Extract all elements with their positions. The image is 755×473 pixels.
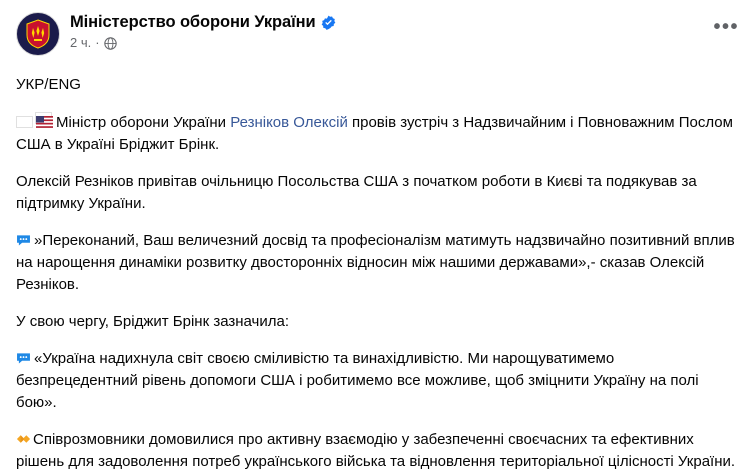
mention-link[interactable]: Резніков Олексій — [230, 114, 348, 131]
flag-ukraine-icon — [16, 116, 33, 128]
flags-ua-us-icon — [16, 114, 54, 131]
post-paragraph-quote-brink — [16, 348, 739, 414]
post-paragraph-brink-intro — [16, 311, 739, 333]
page-name-row — [70, 13, 336, 31]
avatar[interactable] — [16, 12, 60, 56]
post-paragraph-greeting — [16, 171, 739, 215]
speech-balloon-emoji-icon — [16, 231, 31, 243]
ministry-of-defence-emblem-icon — [25, 19, 51, 49]
post-meta — [70, 35, 336, 50]
greeting-text: Олексій Резніков привітав очільницю Посольства США з початком роботи в Києві та подякував за підтримку України. — [16, 173, 697, 212]
meta-separator: · — [95, 35, 100, 51]
post-paragraph-quote-reznikov — [16, 230, 739, 296]
post-paragraph-agreement — [16, 429, 739, 473]
post-text — [16, 74, 739, 473]
brink-intro-text: У свою чергу, Бріджит Брінк зазначила: — [16, 313, 289, 330]
agreement-text: Співрозмовники домовилися про активну взаємодію у забезпеченні своєчасних та ефективних рішень для задоволення потреб українського війська та відновлення територіальної цілісності України. — [16, 431, 736, 470]
more-options-dots-icon[interactable]: ••• — [713, 16, 739, 38]
post-timestamp[interactable]: 2 ч. — [70, 35, 92, 51]
intro-text-after-mention: провів зустріч з Надзвичайним і Повноважним Послом США в Україні Бріджит Брінк. — [16, 114, 733, 153]
post-paragraph-lang-text: УКР/ENG — [16, 76, 81, 93]
intro-text-before-mention: Міністр оборони України — [56, 114, 231, 131]
post-paragraph-lang — [16, 74, 739, 96]
quote-brink-text: «Україна надихнула світ своєю смiливістю та винахідливістю. Ми нарощуватимемо безпрецедентний рівень допомоги США і робитимемо все можливе, щоб зміцнити Україну на полі бою». — [16, 350, 699, 411]
post-header-text — [70, 12, 336, 50]
globe-icon[interactable] — [104, 37, 117, 50]
post-paragraph-intro — [16, 111, 739, 156]
quote-reznikov-text: »Переконаний, Ваш величезний досвід та професіоналізм матимуть надзвичайно позитивний вплив на нарощення динаміки розвитку двосторонніх відносин між нашими державами»,- сказав Олексій Резніков. — [16, 232, 735, 293]
handshake-emoji-icon — [16, 431, 31, 445]
verified-badge-icon — [321, 15, 336, 30]
page-name[interactable]: Міністерство оборони України — [70, 13, 316, 31]
flag-usa-icon — [35, 112, 52, 124]
speech-balloon-emoji-icon — [16, 349, 31, 361]
post-header — [16, 12, 739, 64]
